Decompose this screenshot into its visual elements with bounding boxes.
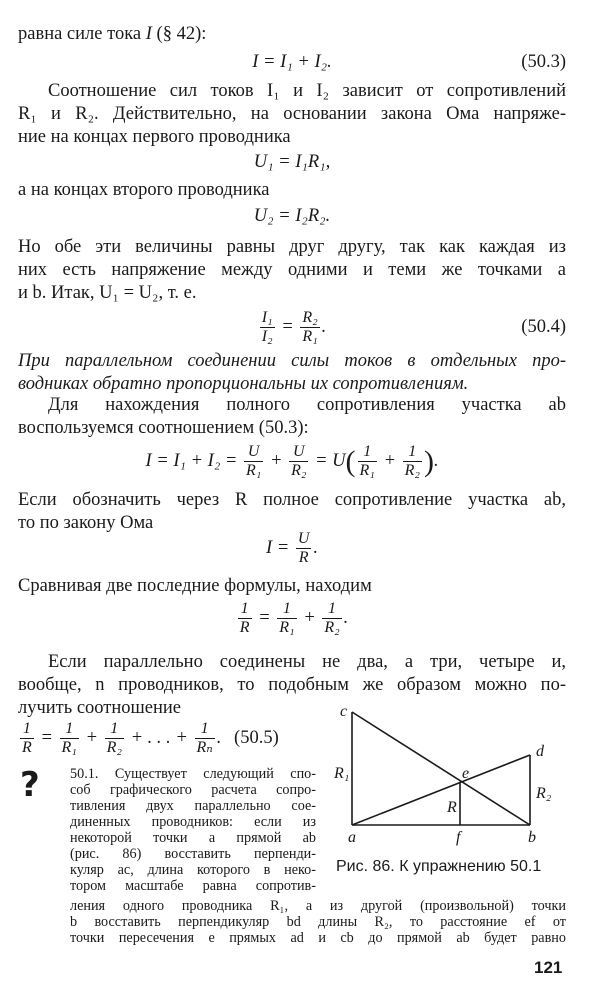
equation-total-current: I = I₁ + I₂ = $\frac{U}{\text{R₁}}$ + $\frac{U}{\text{R₂}}$ = U( $\frac{1}{\text{R₁}}$ + $\frac{1}{\text{R₂}}$ ). — [145, 443, 439, 480]
label-e: e — [462, 765, 470, 782]
exercise-line: тором масштабе равна сопротив- — [70, 878, 316, 894]
equation-u2: U₂ = I₂R₂. — [253, 206, 331, 226]
segment-cb — [352, 712, 530, 825]
text-line: Для нахождения полного сопротивления участка ab — [48, 395, 566, 415]
figure-caption: Рис. 86. К упражнению 50.1 — [336, 858, 542, 875]
equation-number: (50.4) — [521, 317, 566, 337]
exercise-line: 50.1. Существует следующий спо- — [70, 766, 316, 782]
rule-text: водниках обратно пропорциональны их сопротивлениям. — [18, 374, 469, 394]
text-line: Если параллельно соединены не два, а три, четыре и, — [48, 652, 566, 672]
text-line: Если обозначить через R полное сопротивление участка ab, — [18, 490, 566, 510]
equation-50-4: $\frac{\text{I₁}}{\text{I₂}}$ = $\frac{\text{R₂}}{\text{R₁}}$ . (50.4) — [18, 307, 566, 347]
label-b: b — [528, 829, 536, 846]
exercise-line: ления одного проводника R₁, а из другой (произвольной) точки — [70, 898, 566, 914]
text-line: Сравнивая две последние формулы, находим — [18, 576, 372, 596]
label-r2: R₂ — [536, 785, 552, 802]
text-line: а на концах второго проводника — [18, 180, 270, 200]
equation-reciprocal: $\frac{1}{R}$ = $\frac{1}{\text{R₁}}$ + $\frac{1}{\text{R₂}}$ . — [239, 600, 349, 637]
equation-50-5: $\frac{1}{R}$ = $\frac{1}{\text{R₁}}$ + $\frac{1}{\text{R₂}}$ + . . . + $\frac{1}{\text{Rₙ}}$ . (50.5) — [22, 720, 279, 757]
exercise-line: соб графического расчета сопро- — [70, 782, 316, 798]
exercise-line: диненных проводников: если из — [70, 814, 316, 830]
label-r1: R₁ — [334, 765, 350, 782]
equation-50-3: I = I₁ + I₂. (50.3) — [252, 52, 566, 72]
exercise-line: куляр ac, длина которого в неко- — [70, 862, 316, 878]
label-a: a — [348, 829, 356, 846]
exercise-line: некоторой точки a прямой ab — [70, 830, 316, 846]
exercise-line: тивления двух параллельно сое- — [70, 798, 316, 814]
figure-86-diagram — [330, 700, 570, 852]
text-line: них есть напряжение между одними и теми же точками a — [18, 260, 566, 280]
rule-text: При параллельном соединении силы токов в отдельных про- — [18, 351, 566, 371]
text-line: лучить соотношение — [18, 698, 182, 718]
text-line: и b. Итак, U₁ = U₂, т. е. — [18, 283, 197, 303]
equation-u1: U₁ = I₁R₁, — [253, 152, 331, 172]
equation-ohm: I = $\frac{U}{R}$ . — [265, 530, 319, 567]
label-c: c — [340, 703, 348, 720]
exercise-line: b восставить перпендикуляр bd длины R₂, то расстояние ef от — [70, 914, 566, 930]
label-d: d — [536, 743, 544, 760]
equation-number: (50.5) — [234, 728, 279, 748]
text-line: вообще, n проводников, то подобным же образом можно по- — [18, 675, 566, 695]
text-line: Соотношение сил токов I₁ и I₂ зависит от сопротивлений — [48, 81, 566, 101]
text-line: Но обе эти величины равны друг другу, так как каждая из — [18, 237, 566, 257]
equation-number: (50.3) — [521, 52, 566, 72]
label-r: R — [447, 799, 457, 816]
label-f: f — [456, 829, 461, 846]
question-mark-icon: ? — [20, 765, 40, 805]
text-line: R₁ и R₂. Действительно, на основании закона Ома напряже- — [18, 104, 566, 124]
text-line: воспользуемся соотношением (50.3): — [18, 418, 309, 438]
text-line: то по закону Ома — [18, 513, 154, 533]
segment-ad — [352, 755, 530, 825]
text-line: равна силе тока I (§ 42): — [18, 24, 207, 44]
exercise-line: (рис. 86) восставить перпенди- — [70, 846, 316, 862]
text-line: ние на концах первого проводника — [18, 127, 291, 147]
page-number: 121 — [534, 958, 563, 977]
exercise-line: точки пересечения e прямых ad и cb до прямой ab будет равно — [70, 930, 566, 946]
